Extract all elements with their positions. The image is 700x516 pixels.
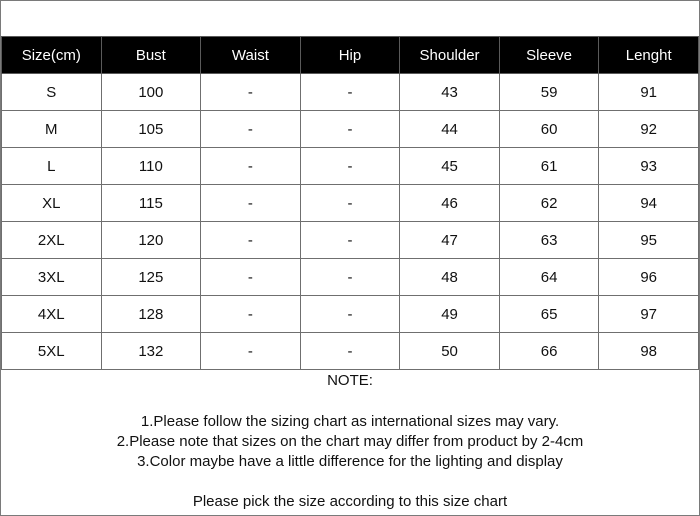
cell-waist: - (201, 222, 301, 259)
cell-sleeve: 59 (499, 74, 599, 111)
cell-waist: - (201, 296, 301, 333)
cell-length: 94 (599, 185, 699, 222)
table-row (2, 111, 699, 148)
cell-shoulder: 45 (400, 148, 500, 185)
cell-waist: - (201, 111, 301, 148)
cell-sleeve: 61 (499, 148, 599, 185)
note-title: NOTE: (327, 372, 373, 389)
cell-bust: 125 (101, 259, 201, 296)
note-line: 2.Please note that sizes on the chart may differ from product by 2-4cm (116, 433, 584, 450)
cell-sleeve: 63 (499, 222, 599, 259)
notes-section (1, 369, 699, 512)
cell-shoulder: 50 (400, 333, 500, 370)
cell-shoulder: 46 (400, 185, 500, 222)
cell-waist: - (201, 259, 301, 296)
cell-sleeve: 60 (499, 111, 599, 148)
cell-length: 98 (599, 333, 699, 370)
note-line: 1.Please follow the sizing chart as international sizes may vary. (140, 413, 560, 430)
cell-length: 96 (599, 259, 699, 296)
cell-waist: - (201, 185, 301, 222)
cell-bust: 120 (101, 222, 201, 259)
table-row (2, 333, 699, 370)
cell-waist: - (201, 74, 301, 111)
header-size: Size(cm) (2, 37, 102, 74)
cell-length: 95 (599, 222, 699, 259)
cell-bust: 128 (101, 296, 201, 333)
cell-hip: - (300, 148, 400, 185)
cell-size: XL (2, 185, 102, 222)
cell-shoulder: 49 (400, 296, 500, 333)
cell-waist: - (201, 333, 301, 370)
cell-sleeve: 64 (499, 259, 599, 296)
cell-size: L (2, 148, 102, 185)
cell-size: M (2, 111, 102, 148)
header-length: Lenght (599, 37, 699, 74)
cell-shoulder: 44 (400, 111, 500, 148)
cell-shoulder: 48 (400, 259, 500, 296)
cell-size: 4XL (2, 296, 102, 333)
cell-hip: - (300, 333, 400, 370)
cell-length: 91 (599, 74, 699, 111)
table-row (2, 74, 699, 111)
cell-size: 3XL (2, 259, 102, 296)
cell-shoulder: 43 (400, 74, 500, 111)
table-row (2, 148, 699, 185)
closing-note: Please pick the size according to this size chart (192, 493, 508, 510)
table-header-row (2, 37, 699, 74)
cell-hip: - (300, 74, 400, 111)
cell-length: 93 (599, 148, 699, 185)
table-row (2, 185, 699, 222)
header-bust: Bust (101, 37, 201, 74)
cell-hip: - (300, 185, 400, 222)
cell-hip: - (300, 259, 400, 296)
cell-bust: 105 (101, 111, 201, 148)
cell-waist: - (201, 148, 301, 185)
header-hip: Hip (300, 37, 400, 74)
cell-hip: - (300, 222, 400, 259)
cell-bust: 115 (101, 185, 201, 222)
table-row (2, 222, 699, 259)
cell-sleeve: 65 (499, 296, 599, 333)
header-shoulder: Shoulder (400, 37, 500, 74)
cell-hip: - (300, 296, 400, 333)
cell-bust: 110 (101, 148, 201, 185)
cell-sleeve: 66 (499, 333, 599, 370)
note-line: 3.Color maybe have a little difference for the lighting and display (137, 453, 563, 470)
cell-bust: 132 (101, 333, 201, 370)
cell-hip: - (300, 111, 400, 148)
cell-length: 97 (599, 296, 699, 333)
cell-size: S (2, 74, 102, 111)
header-waist: Waist (201, 37, 301, 74)
cell-size: 5XL (2, 333, 102, 370)
cell-sleeve: 62 (499, 185, 599, 222)
table-row (2, 259, 699, 296)
table-row (2, 296, 699, 333)
cell-shoulder: 47 (400, 222, 500, 259)
size-table (1, 36, 699, 370)
header-sleeve: Sleeve (499, 37, 599, 74)
cell-size: 2XL (2, 222, 102, 259)
cell-bust: 100 (101, 74, 201, 111)
note-list (1, 412, 699, 472)
cell-length: 92 (599, 111, 699, 148)
